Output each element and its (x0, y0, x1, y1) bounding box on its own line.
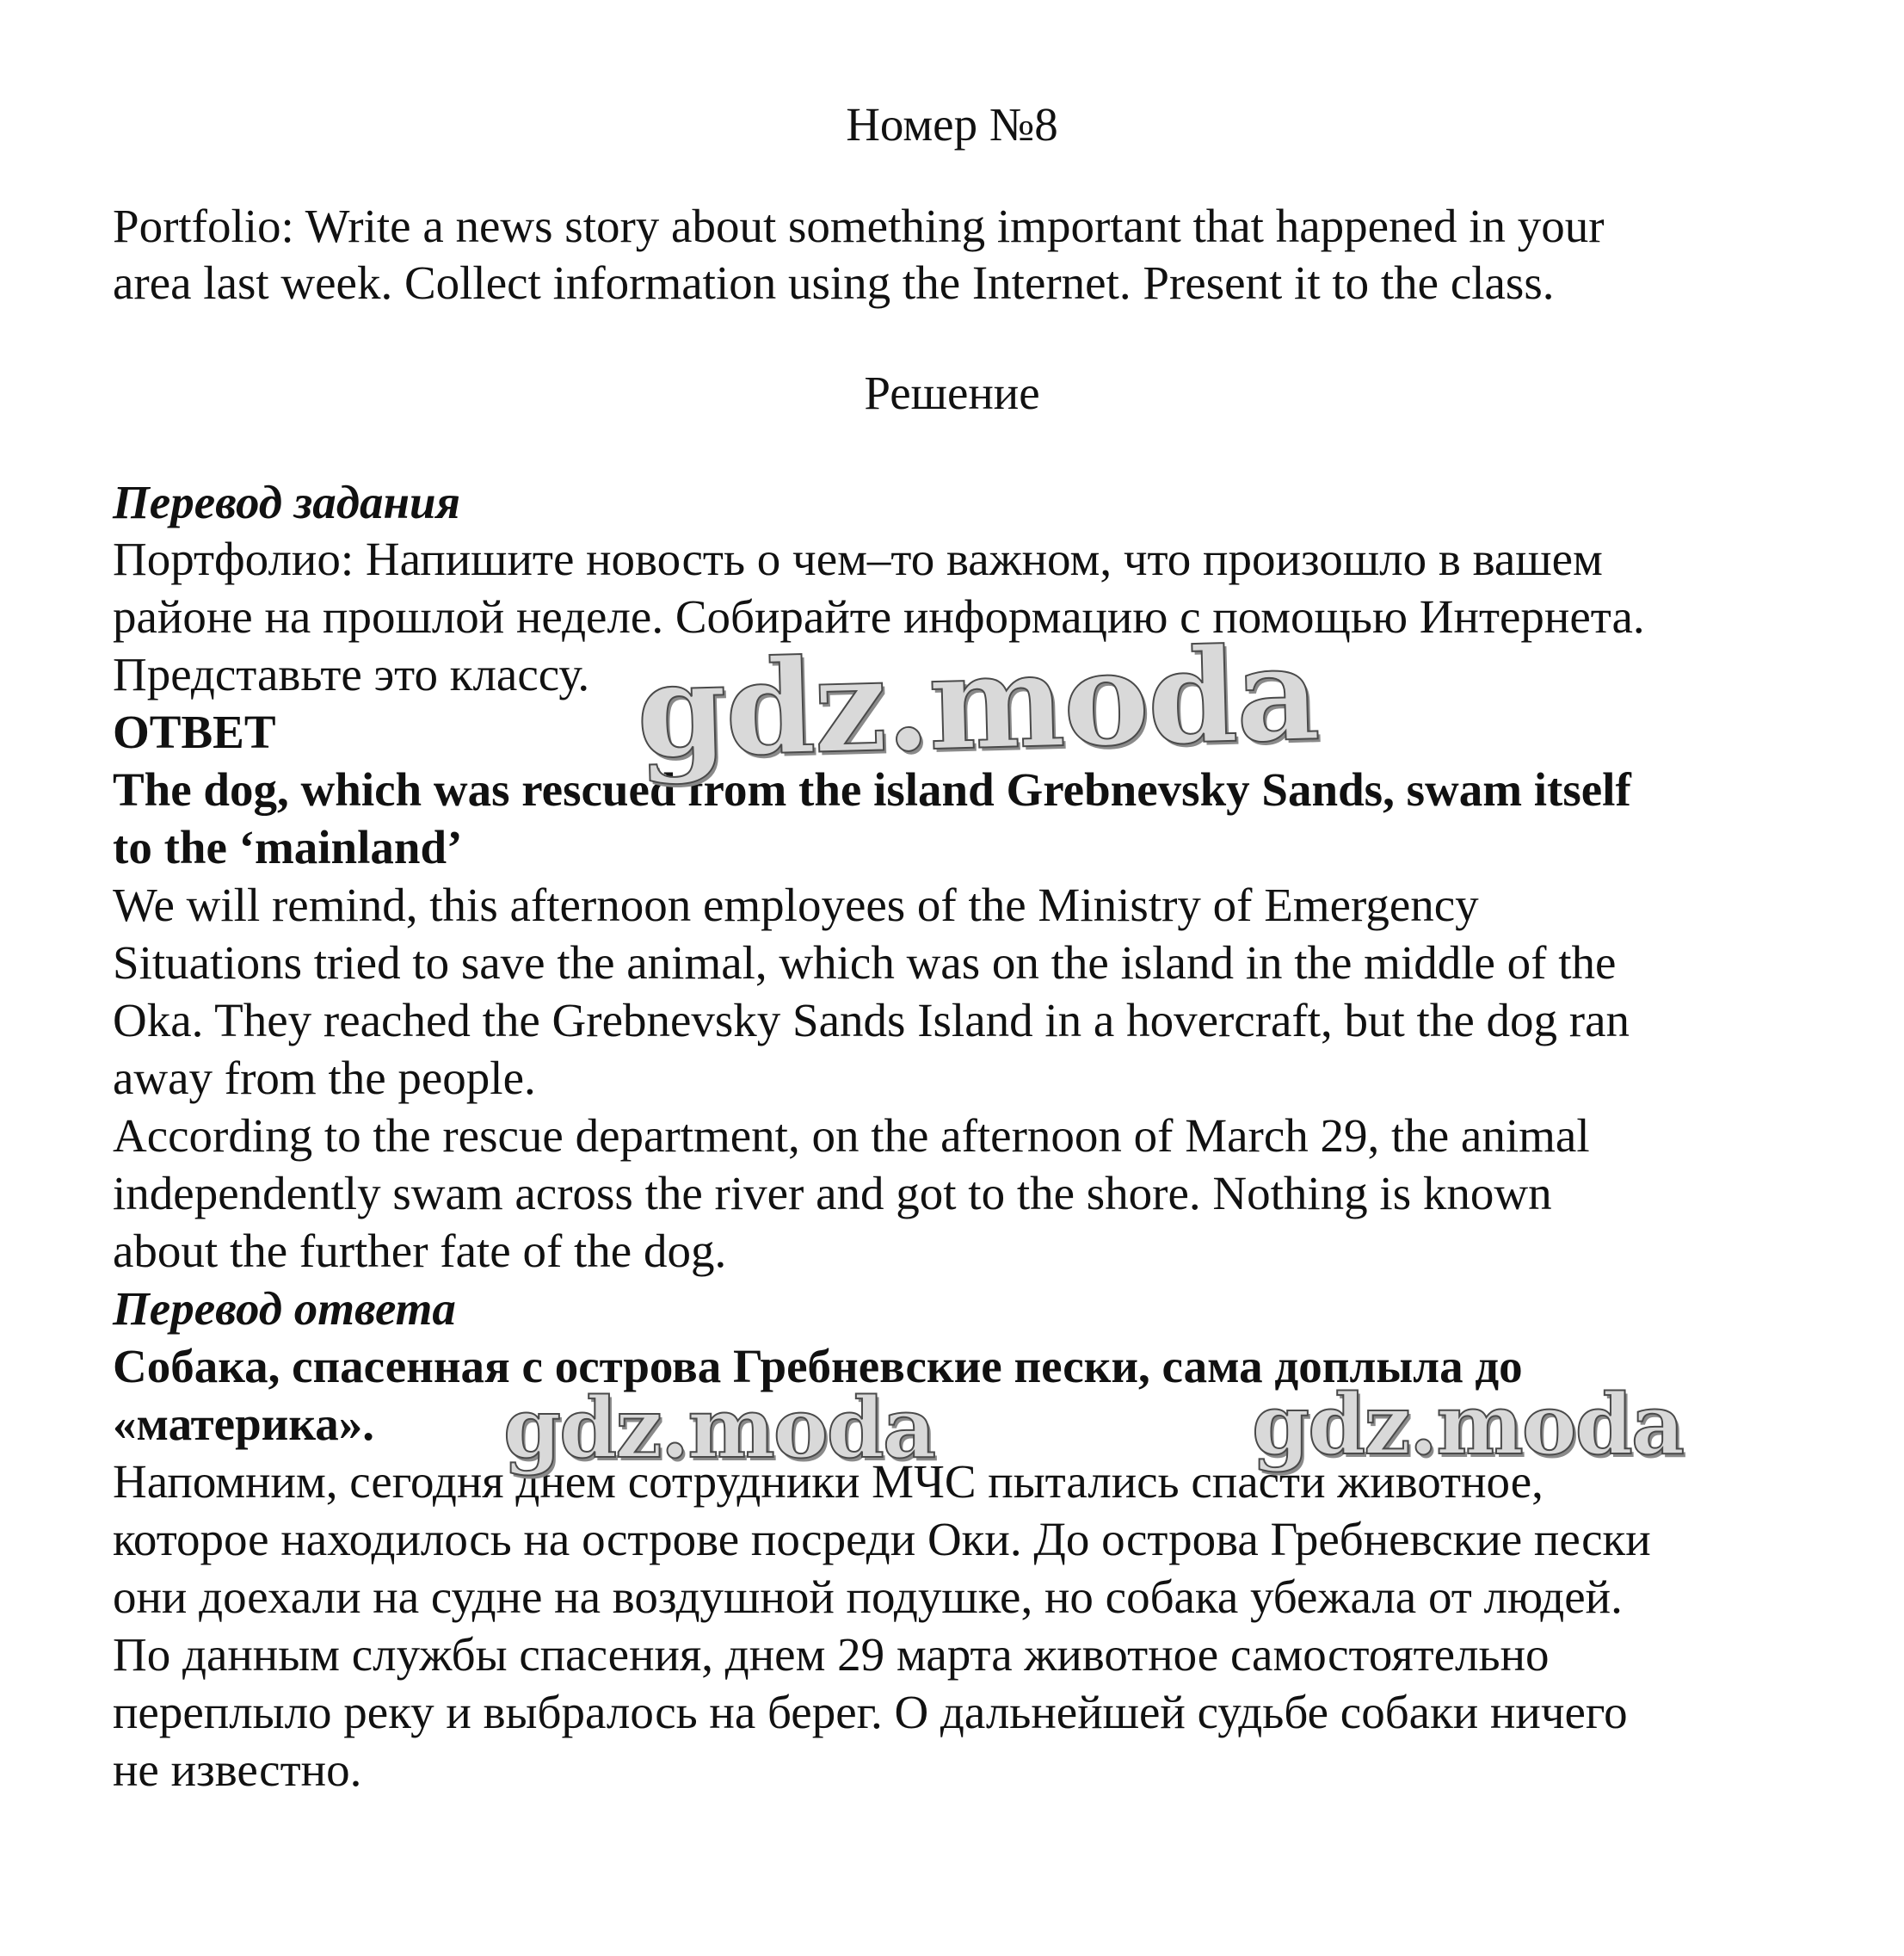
watermark-main: gdz.moda (634, 618, 1321, 787)
task-translation-line-1: Портфолио: Напишите новость о чем–то важном, что произошло в вашем (113, 533, 1603, 585)
answer-body-line-1: We will remind, this afternoon employees of the Ministry of Emergency (113, 879, 1479, 931)
answer-body-line-5: According to the rescue department, on the afternoon of March 29, the animal (113, 1109, 1590, 1162)
answer-body-line-2: Situations tried to save the animal, which was on the island in the middle of the (113, 936, 1617, 989)
answer-translation-heading: Перевод ответа (113, 1282, 456, 1335)
task-line-1: Portfolio: Write a news story about something important that happened in your (113, 200, 1605, 252)
answer-body-line-6: independently swam across the river and got to the shore. Nothing is known (113, 1167, 1552, 1219)
answer-heading: ОТВЕТ (113, 706, 276, 758)
answer-translation-body-line-4: По данным службы спасения, днем 29 марта животное самостоятельно (113, 1628, 1550, 1681)
answer-translation-body-line-1: Напомним, сегодня днем сотрудники МЧС пытались спасти животное, (113, 1455, 1544, 1508)
answer-title-line-1: The dog, which was rescued from the island Grebnevsky Sands, swam itself (113, 763, 1631, 816)
watermark-left: gdz.moda (503, 1379, 935, 1477)
answer-body-line-7: about the further fate of the dog. (113, 1225, 727, 1277)
task-translation-line-2: районе на прошлой неделе. Собирайте информацию с помощью Интернета. (113, 590, 1645, 643)
answer-title-line-2: to the ‘mainland’ (113, 821, 463, 873)
answer-translation-title-line-1: Собака, спасенная с острова Гребневские пески, сама доплыла до (113, 1340, 1523, 1392)
answer-translation-title-line-2: «материка». (113, 1398, 374, 1450)
task-line-2: area last week. Collect information using the Internet. Present it to the class. (113, 256, 1555, 309)
task-translation-line-3: Представьте это классу. (113, 648, 590, 700)
answer-translation-body-line-3: они доехали на судне на воздушной подушке, но собака убежала от людей. (113, 1570, 1623, 1623)
page-title: Номер №8 (846, 98, 1058, 151)
answer-translation-body-line-6: не известно. (113, 1743, 362, 1796)
watermark-right: gdz.moda (1252, 1376, 1684, 1473)
answer-body-line-4: away from the people. (113, 1052, 536, 1104)
answer-body-line-3: Oka. They reached the Grebnevsky Sands Island in a hovercraft, but the dog ran (113, 994, 1630, 1046)
task-translation-heading: Перевод задания (113, 476, 460, 528)
solution-heading: Решение (864, 367, 1040, 419)
answer-translation-body-line-2: которое находилось на острове посреди Оки. До острова Гребневские пески (113, 1513, 1651, 1565)
answer-translation-body-line-5: переплыло реку и выбралось на берег. О дальнейшей судьбе собаки ничего (113, 1686, 1628, 1738)
